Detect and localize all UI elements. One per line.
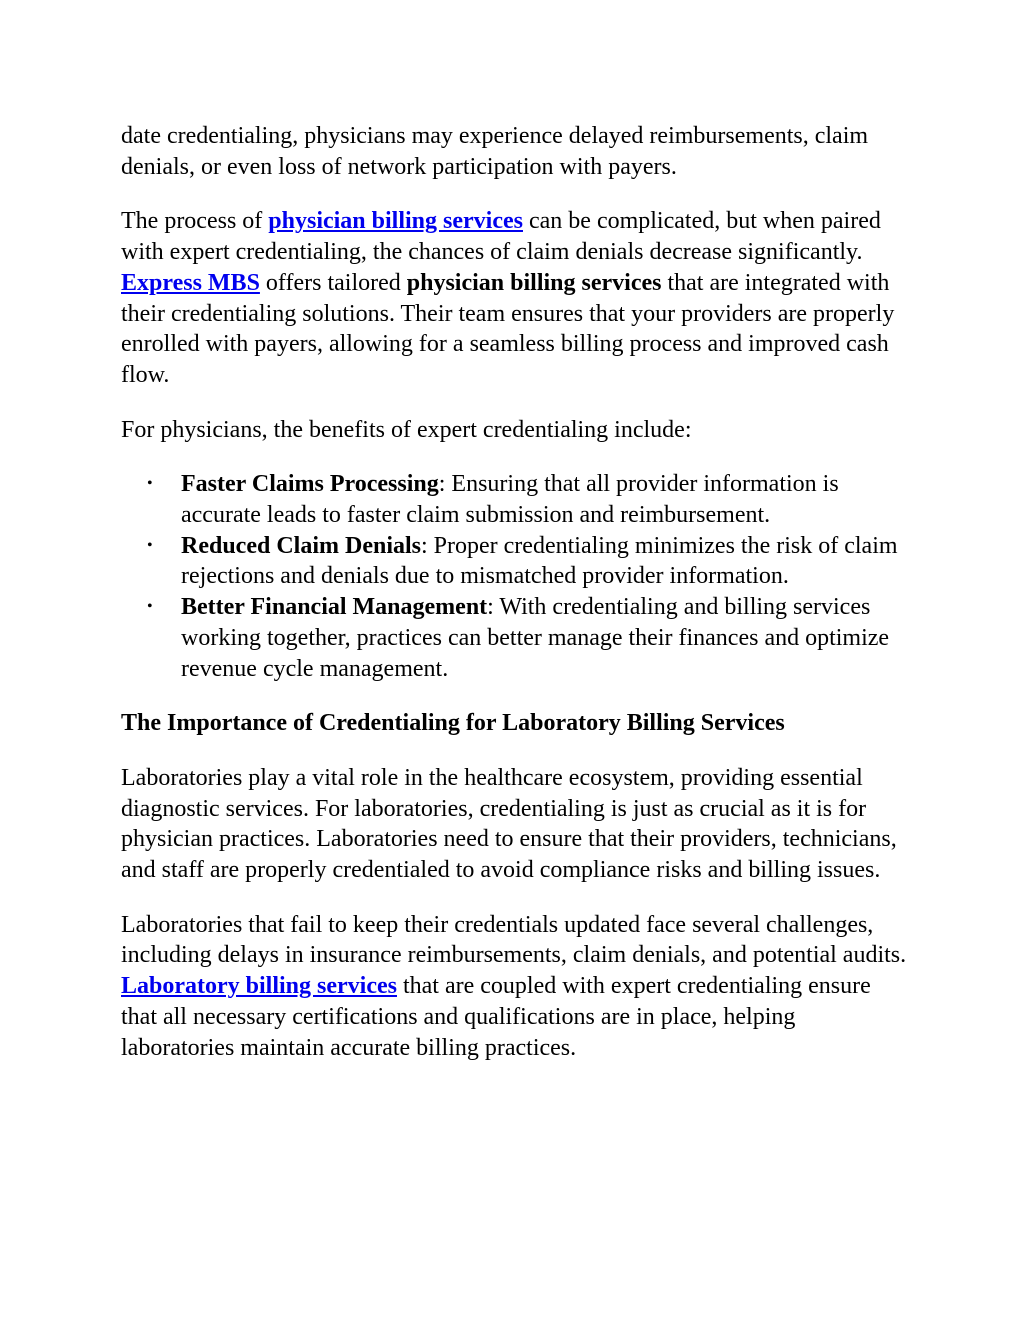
benefit-title: Faster Claims Processing bbox=[181, 471, 439, 498]
text-segment: can be complicated, but when paired with expert credentialing, the chances of claim denials decrease significantly. bbox=[121, 208, 881, 266]
text-segment: Laboratories that fail to keep their credentials updated face several challenges, including delays in insurance reimbursements, claim denials, and potential audits. bbox=[121, 911, 907, 969]
section-heading: The Importance of Credentialing for Laboratory Billing Services bbox=[121, 710, 785, 737]
paragraph-benefits-intro: For physicians, the benefits of expert credentialing include: bbox=[121, 416, 692, 443]
list-item bbox=[147, 592, 911, 684]
bullet-icon: • bbox=[147, 598, 153, 616]
benefit-text: : Proper credentialing minimizes the risk of claim rejections and denials due to mismatched provider information. bbox=[181, 532, 898, 590]
paragraph-laboratories-role: Laboratories play a vital role in the healthcare ecosystem, providing essential diagnostic services. For laboratories, credentialing is just as crucial as it is for physician practices. Laboratories need to ensure that their providers, technicians, and staff are properly credentialed to avoid compliance risks and billing issues. bbox=[121, 764, 897, 884]
benefit-title: Better Financial Management bbox=[181, 594, 488, 621]
benefit-text: : With credentialing and billing services working together, practices can better manage their finances and optimize revenue cycle management. bbox=[181, 594, 890, 682]
bullet-icon: • bbox=[147, 536, 153, 554]
list-item bbox=[147, 531, 911, 592]
text-segment: that are coupled with expert credentialing ensure that all necessary certifications and qualifications are in place, helping laboratories maintain accurate billing practices. bbox=[121, 973, 871, 1061]
paragraph-laboratory-billing bbox=[121, 910, 911, 1064]
list-item bbox=[147, 469, 911, 530]
text-segment: that are integrated with their credentialing solutions. Their team ensures that your providers are properly enrolled with payers, allowing for a seamless billing process and improved cash flow. bbox=[121, 269, 895, 388]
benefit-title: Reduced Claim Denials bbox=[181, 532, 421, 559]
document-page bbox=[121, 121, 911, 1087]
laboratory-billing-services-link[interactable]: Laboratory billing services bbox=[121, 973, 397, 1000]
bold-term: physician billing services bbox=[406, 269, 662, 296]
text-segment: The process of bbox=[121, 208, 269, 235]
paragraph-physician-billing bbox=[121, 206, 911, 390]
bullet-icon: • bbox=[147, 475, 153, 493]
paragraph-credentialing-intro: date credentialing, physicians may experience delayed reimbursements, claim denials, or even loss of network participation with payers. bbox=[121, 123, 869, 180]
physician-billing-services-link[interactable]: physician billing services bbox=[268, 208, 523, 235]
text-segment: offers tailored bbox=[259, 269, 407, 296]
express-mbs-link[interactable]: Express MBS bbox=[121, 269, 260, 296]
benefits-list bbox=[121, 469, 911, 684]
benefit-text: : Ensuring that all provider information is accurate leads to faster claim submission and reimbursement. bbox=[181, 471, 839, 529]
